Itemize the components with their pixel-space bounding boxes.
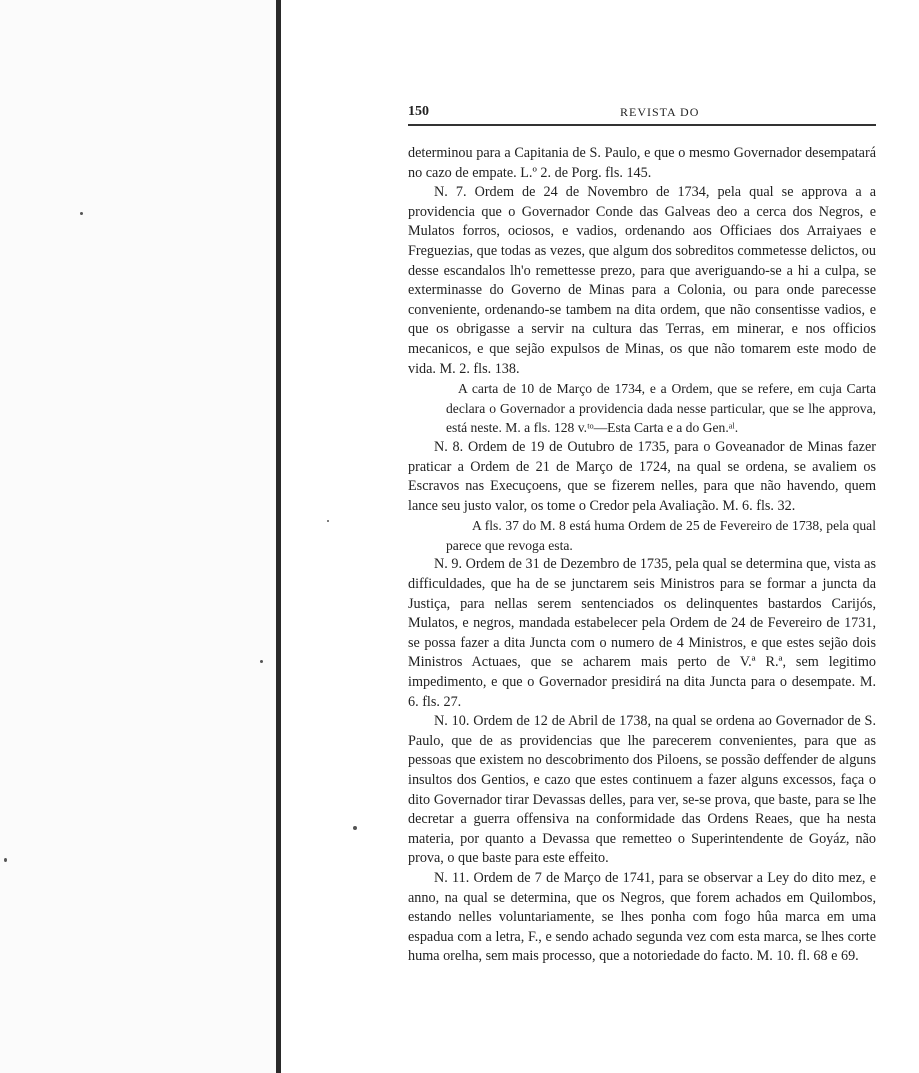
scan-speck: [260, 660, 263, 663]
running-title: REVISTA DO: [620, 105, 700, 119]
facing-page: [0, 0, 276, 1073]
paragraph-n9: N. 9. Ordem de 31 de Dezembro de 1735, pela qual se determina que, vista as difficuldades, que ha de se junctarem seis Ministros para se formar a juncta da Justiça, para nellas serem sentenciados os delinquentes bastardos Carijós, Mulatos, e negros, mandada estabelecer pela Ordem de 24 de Fevereiro de 1731, se possa fazer a dita Juncta com o numero de 4 Ministros, e que estes sejão dois Ministros Actuaes, que se acharem mais perto de V.ª R.ª, sem legitimo impedimento, e que o Governador presidirá na dita Juncta para o desempate. M. 6. fls. 27.: [408, 556, 876, 710]
note-n8: A fls. 37 do M. 8 está huma Ordem de 25 de Fevereiro de 1738, pela qual parece que revoga esta.: [446, 518, 876, 553]
scan-speck: [353, 826, 357, 830]
scan-speck: [4, 858, 7, 862]
page-gutter: [276, 0, 281, 1073]
paragraph-n11: N. 11. Ordem de 7 de Março de 1741, para se observar a Ley do dito mez, e anno, na qual se determina, que os Negros, que forem achados em Quilombos, estando nelles voluntariamente, se lhes ponha com fogo hûa marca em uma espadua com a letra, F., e sendo achado segunda vez com esta marca, se lhes corte huma orelha, sem mais processo, que a notoriedade do facto. M. 10. fl. 68 e 69.: [408, 869, 876, 965]
body-text: [408, 144, 876, 967]
page-header: [408, 104, 876, 122]
note-n7: A carta de 10 de Março de 1734, e a Ordem, que se refere, em cuja Carta declara o Governador a providencia dada nesse particular, que se lhe approva, está neste. M. a fls. 128 v.ᵗᵒ—Esta Carta e a do Gen.ᵃˡ.: [446, 381, 876, 436]
page-number: 150: [408, 104, 429, 119]
header-rule: [408, 124, 876, 126]
scan-speck: [80, 212, 83, 215]
paragraph-n7: N. 7. Ordem de 24 de Novembro de 1734, pela qual se approva a a providencia que o Governador Conde das Galveas deo a cerca dos Negros, e Mulatos forros, ociosos, e vadios, ordenando aos Officiaes dos Arraiyaes e Freguezias, que todas as vezes, que algum dos sobreditos commetesse delictos, ou desse escandalos lh'o remettesse prezo, para que averiguando-se a hi a culpa, se exterminasse do Governo de Minas para a Colonia, ou para onde parecesse conveniente, ordenando-se tambem na dita ordem, que não consentisse vadios, e que os obrigasse a servir na cultura das Terras, em minerar, e nos officios mecanicos, e que sejão expulsos de Minas, os que não tomarem este modo de vida. M. 2. fls. 138.: [408, 184, 876, 377]
paragraph-n10: N. 10. Ordem de 12 de Abril de 1738, na qual se ordena ao Governador de S. Paulo, que de as providencias que lhe parecerem convenientes, para que as pessoas que existem no descobrimento dos Piloens, se possão deffender de alguns insultos dos Gentios, e cazo que estes continuem a fazer alguns excessos, faça o dito Governador tirar Devassas delles, para ver, se-se prova, que baste, para se lhe decretar a guerra offensiva na conformidade das Ordens Reaes, que ha nesta materia, por quanto a Devassa que remetteo o Superintendente de Goyáz, não prova, o que baste para este effeito.: [408, 713, 876, 867]
paragraph-continuation: determinou para a Capitania de S. Paulo, e que o mesmo Governador desempatará no cazo de empate. L.º 2. de Porg. fls. 145.: [408, 145, 876, 181]
scan-speck: [327, 520, 329, 522]
paragraph-n8: N. 8. Ordem de 19 de Outubro de 1735, para o Goveanador de Minas fazer praticar a Ordem de 21 de Março de 1724, na qual se ordena, se avaliem os Escravos nas Execuçoens, que se fizerem nelles, para que não havendo, quem lance seu justo valor, os tome o Credor pela Avaliação. M. 6. fls. 32.: [408, 438, 876, 514]
